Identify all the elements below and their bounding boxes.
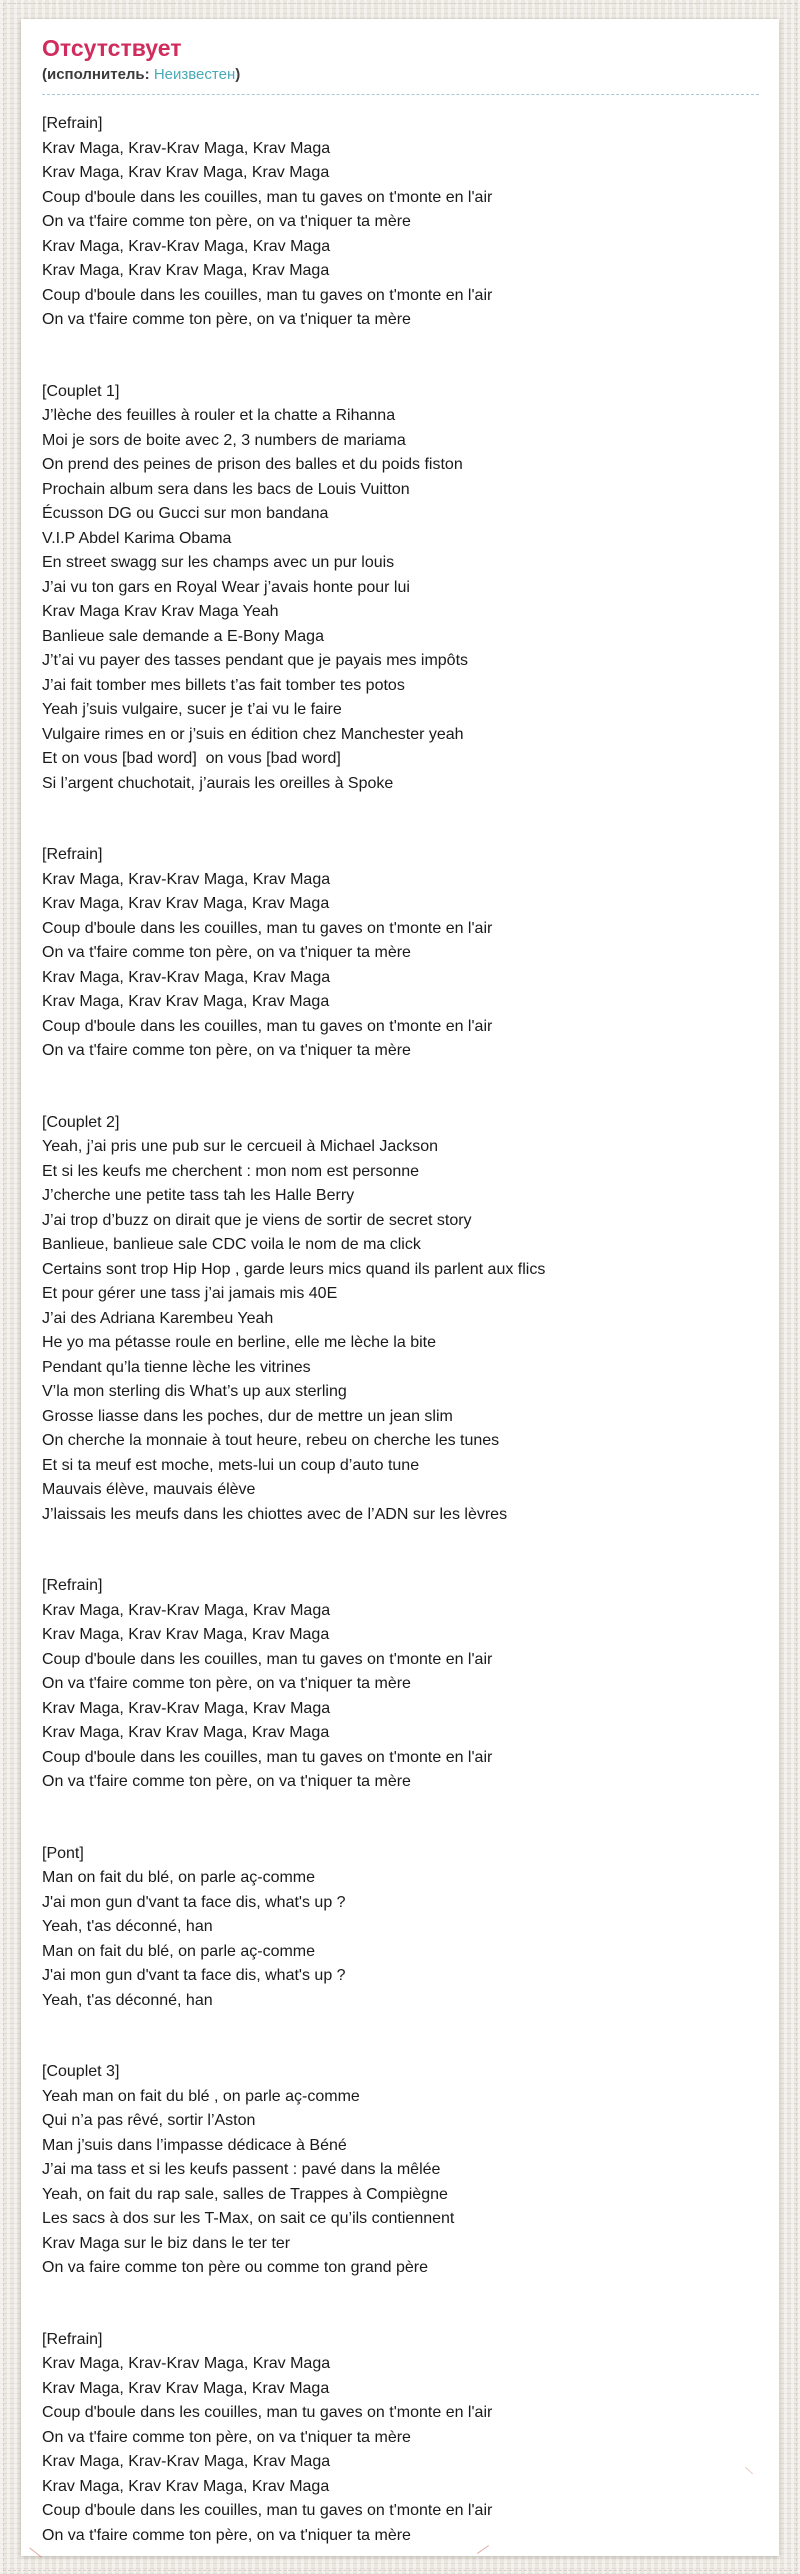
lyric-line: Krav Maga, Krav-Krav Maga, Krav Maga — [42, 1601, 331, 1619]
lyric-line: Yeah man on fait du blé , on parle aç-comme — [42, 2087, 360, 2105]
lyric-line: J’lèche des feuilles à rouler et la chatte a Rihanna — [42, 407, 396, 424]
lyric-line: Krav Maga, Krav Krav Maga, Krav Maga — [42, 164, 330, 181]
lyric-line: Krav Maga, Krav Krav Maga, Krav Maga — [42, 993, 330, 1010]
lyric-line: Krav Maga, Krav Krav Maga, Krav Maga — [42, 262, 330, 279]
lyric-line: Et pour gérer une tass j’ai jamais mis 40E — [42, 1285, 338, 1302]
lyric-line: On va t'faire comme ton père, on va t'niquer ta mère — [42, 1773, 411, 1790]
lyrics-text — [42, 112, 759, 2548]
lyric-line: On va t'faire comme ton père, on va t'niquer ta mère — [42, 944, 411, 961]
lyric-line: Banlieue sale demande a E-Bony Maga — [42, 627, 324, 645]
lyric-line: Man j’suis dans l’impasse dédicace à Béné — [42, 2136, 347, 2154]
lyric-line: J’ai vu ton gars en Royal Wear j’avais honte pour lui — [42, 578, 410, 596]
lyrics-card — [21, 19, 779, 2556]
lyrics-section — [42, 112, 759, 333]
lyric-line: Et si ta meuf est moche, mets-lui un coup d’auto tune — [42, 1456, 420, 1474]
lyric-line: J'ai mon gun d'vant ta face dis, what's up ? — [42, 1893, 346, 1911]
lyric-line: J’ai trop d’buzz on dirait que je viens de sortir de secret story — [42, 1211, 472, 1229]
lyric-line: Coup d'boule dans les couilles, man tu gaves on t'monte en l'air — [42, 1650, 493, 1668]
lyric-line: Coup d'boule dans les couilles, man tu gaves on t'monte en l'air — [42, 2404, 493, 2421]
artist-line-suffix: ) — [235, 66, 241, 83]
lyric-line: Yeah, t'as déconné, han — [42, 1991, 213, 2009]
lyric-line: On va t'faire comme ton père, on va t'niquer ta mère — [42, 2526, 411, 2544]
section-label: [Refrain] — [42, 846, 103, 863]
lyric-line: Prochain album sera dans les bacs de Louis Vuitton — [42, 480, 410, 498]
lyric-line: Krav Maga, Krav-Krav Maga, Krav Maga — [42, 237, 331, 255]
lyric-line: Yeah, on fait du rap sale, salles de Trappes à Compiègne — [42, 2185, 448, 2203]
section-label: [Refrain] — [42, 115, 103, 132]
lyric-line: Krav Maga, Krav Krav Maga, Krav Maga — [42, 1724, 330, 1741]
lyrics-section — [42, 1842, 759, 2014]
lyric-line: Yeah, j’ai pris une pub sur le cercueil à Michael Jackson — [42, 1138, 439, 1155]
artist-line — [42, 65, 759, 85]
lyrics-section — [42, 2060, 759, 2281]
lyric-line: Coup d'boule dans les couilles, man tu gaves on t'monte en l'air — [42, 1017, 493, 1035]
lyric-line: J’t’ai vu payer des tasses pendant que je payais mes impôts — [42, 652, 469, 669]
lyric-line: Vulgaire rimes en or j’suis en édition chez Manchester yeah — [42, 725, 464, 743]
lyric-line: Certains sont trop Hip Hop , garde leurs mics quand ils parlent aux flics — [42, 1260, 546, 1278]
section-label: [Refrain] — [42, 1577, 103, 1594]
lyric-line: On prend des peines de prison des balles et du poids fiston — [42, 456, 463, 473]
section-label: [Pont] — [42, 1844, 84, 1862]
section-label: [Couplet 3] — [42, 2063, 120, 2080]
lyric-line: Coup d'boule dans les couilles, man tu gaves on t'monte en l'air — [42, 1748, 493, 1766]
lyric-line: Et on vous [bad word] on vous [bad word] — [42, 750, 341, 767]
lyric-line: On va t'faire comme ton père, on va t'niquer ta mère — [42, 1042, 411, 1059]
lyric-line: On va faire comme ton père ou comme ton grand père — [42, 2259, 428, 2276]
lyric-line: On va t'faire comme ton père, on va t'niquer ta mère — [42, 2428, 411, 2446]
lyric-line: Écusson DG ou Gucci sur mon bandana — [42, 505, 329, 522]
song-header — [42, 33, 759, 95]
lyric-line: Man on fait du blé, on parle aç-comme — [42, 1942, 316, 1960]
page-title: Отсутствует — [42, 35, 182, 61]
artist-label: (исполнитель: — [42, 66, 154, 83]
lyric-line: Man on fait du blé, on parle aç-comme — [42, 1869, 316, 1886]
lyric-line: On va t'faire comme ton père, on va t'niquer ta mère — [42, 1675, 411, 1692]
lyric-line: Krav Maga, Krav-Krav Maga, Krav Maga — [42, 1699, 331, 1717]
lyric-line: Qui n’a pas rêvé, sortir l’Aston — [42, 2112, 256, 2129]
lyric-line: Et si les keufs me cherchent : mon nom est personne — [42, 1162, 420, 1180]
lyric-line: J'ai mon gun d'vant ta face dis, what's up ? — [42, 1967, 346, 1984]
lyric-line: Krav Maga, Krav Krav Maga, Krav Maga — [42, 2477, 330, 2495]
lyric-line: Mauvais élève, mauvais élève — [42, 1481, 256, 1498]
lyric-line: V’la mon sterling dis What’s up aux sterling — [42, 1383, 347, 1400]
lyric-line: On va t'faire comme ton père, on va t'niquer ta mère — [42, 311, 411, 328]
section-label: [Couplet 2] — [42, 1113, 120, 1131]
lyric-line: On va t'faire comme ton père, on va t'niquer ta mère — [42, 213, 411, 230]
lyric-line: Krav Maga, Krav Krav Maga, Krav Maga — [42, 2379, 330, 2397]
lyrics-section — [42, 2328, 759, 2549]
lyric-line: Yeah j’suis vulgaire, sucer je t’ai vu le faire — [42, 701, 342, 718]
lyric-line: Yeah, t'as déconné, han — [42, 1918, 213, 1935]
lyric-line: En street swagg sur les champs avec un pur louis — [42, 554, 395, 571]
lyric-line: Coup d'boule dans les couilles, man tu gaves on t'monte en l'air — [42, 2502, 493, 2519]
lyric-line: Krav Maga, Krav-Krav Maga, Krav Maga — [42, 870, 331, 888]
lyric-line: Si l’argent chuchotait, j’aurais les oreilles à Spoke — [42, 774, 394, 792]
lyric-line: Krav Maga, Krav-Krav Maga, Krav Maga — [42, 968, 331, 986]
lyric-line: Krav Maga, Krav Krav Maga, Krav Maga — [42, 1626, 330, 1643]
lyric-line: He yo ma pétasse roule en berline, elle me lèche la bite — [42, 1334, 436, 1351]
lyric-line: J’ai ma tass et si les keufs passent : pavé dans la mêlée — [42, 2161, 441, 2178]
lyric-line: Coup d'boule dans les couilles, man tu gaves on t'monte en l'air — [42, 286, 493, 304]
lyric-line: Grosse liasse dans les poches, dur de mettre un jean slim — [42, 1407, 453, 1425]
artist-link[interactable]: Неизвестен — [153, 66, 236, 83]
lyric-line: J’ai fait tomber mes billets t’as fait tomber tes potos — [42, 676, 405, 694]
section-label: [Refrain] — [42, 2330, 103, 2348]
lyric-line: Krav Maga, Krav Krav Maga, Krav Maga — [42, 895, 330, 912]
lyrics-section — [42, 1574, 759, 1795]
lyric-line: J’cherche une petite tass tah les Halle Berry — [42, 1187, 355, 1204]
lyric-line: Krav Maga sur le biz dans le ter ter — [42, 2234, 291, 2252]
lyric-line: Krav Maga, Krav-Krav Maga, Krav Maga — [42, 139, 331, 157]
lyric-line: Moi je sors de boite avec 2, 3 numbers de mariama — [42, 431, 406, 449]
lyric-line: Les sacs à dos sur les T-Max, on sait ce qu’ils contiennent — [42, 2210, 455, 2227]
lyric-line: Coup d'boule dans les couilles, man tu gaves on t'monte en l'air — [42, 919, 493, 937]
lyric-line: Banlieue, banlieue sale CDC voila le nom de ma click — [42, 1236, 421, 1253]
lyrics-section — [42, 1111, 759, 1528]
section-label: [Couplet 1] — [42, 382, 120, 400]
lyric-line: Krav Maga, Krav-Krav Maga, Krav Maga — [42, 2355, 331, 2372]
lyric-line: Coup d'boule dans les couilles, man tu gaves on t'monte en l'air — [42, 188, 493, 206]
lyric-line: Krav Maga Krav Krav Maga Yeah — [42, 603, 279, 620]
lyric-line: Krav Maga, Krav-Krav Maga, Krav Maga — [42, 2453, 331, 2470]
lyric-line: On cherche la monnaie à tout heure, rebeu on cherche les tunes — [42, 1432, 500, 1449]
lyric-line: J’laissais les meufs dans les chiottes avec de l’ADN sur les lèvres — [42, 1505, 508, 1523]
lyric-line: V.I.P Abdel Karima Obama — [42, 529, 232, 547]
lyric-line: J’ai des Adriana Karembeu Yeah — [42, 1309, 274, 1327]
lyrics-section — [42, 380, 759, 797]
lyrics-section — [42, 843, 759, 1064]
lyric-line: Pendant qu’la tienne lèche les vitrines — [42, 1358, 311, 1376]
